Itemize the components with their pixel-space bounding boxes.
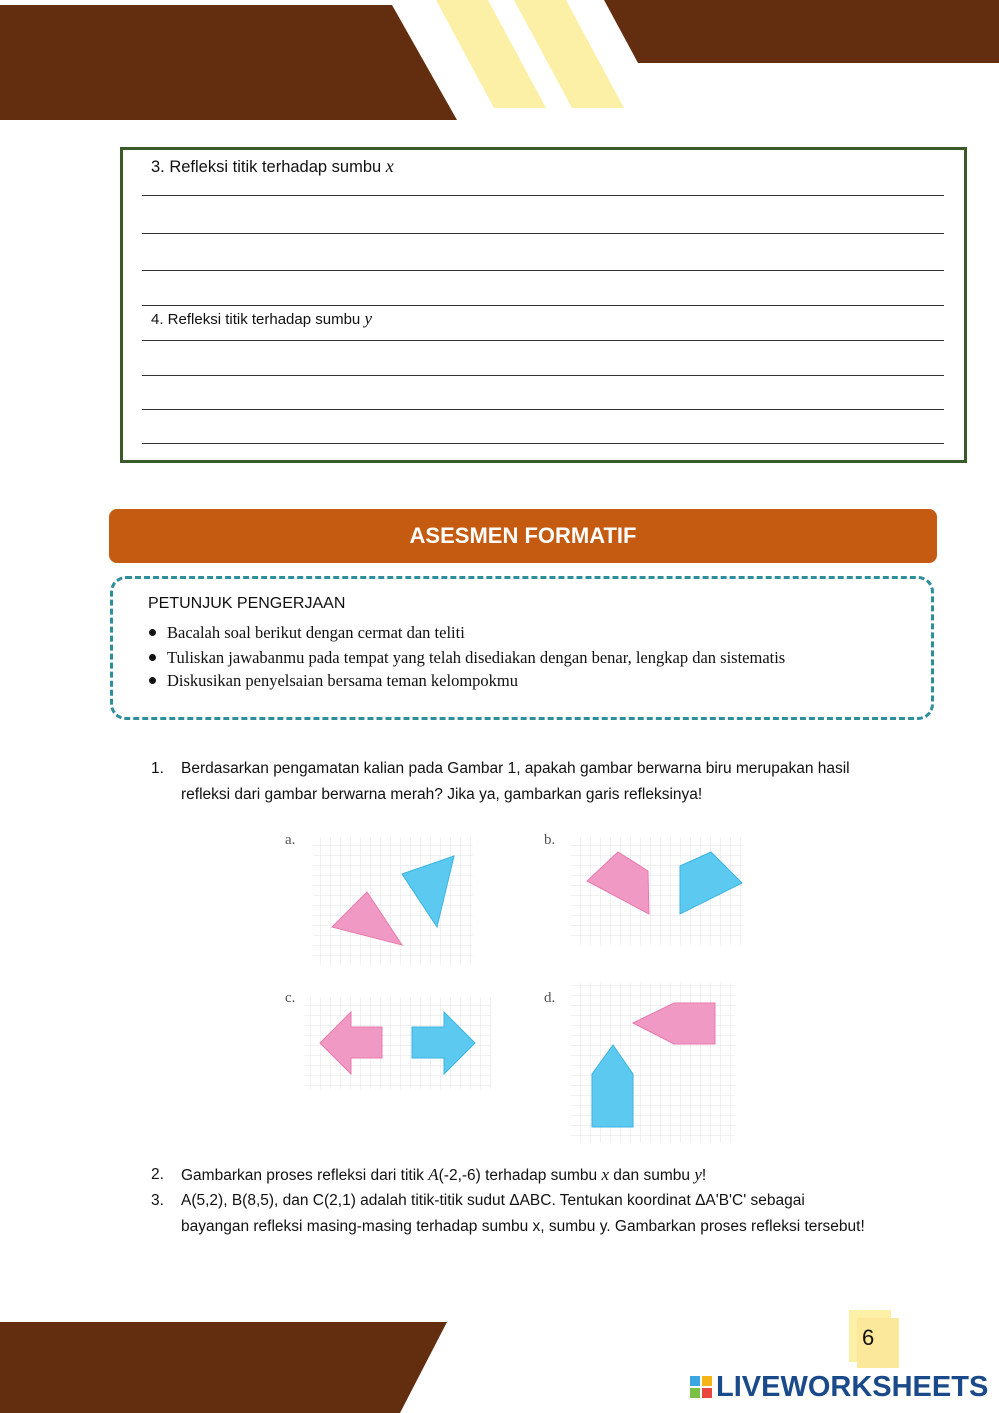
- answer-line[interactable]: [142, 409, 944, 410]
- q2-mid: dan sumbu: [609, 1167, 695, 1184]
- page-number: 6: [862, 1325, 875, 1350]
- question-number: 3.: [151, 1192, 164, 1209]
- instructions-box: [110, 576, 934, 720]
- bullet-dot: [149, 677, 156, 684]
- item-4-text: 4. Refleksi titik terhadap sumbu: [151, 311, 365, 328]
- reflection-figures: [270, 825, 770, 1150]
- bullet-text: Diskusikan penyelsaian bersama teman kelompokmu: [167, 671, 518, 690]
- question-number: 1.: [151, 760, 164, 777]
- answer-line[interactable]: [142, 233, 944, 234]
- instructions-title: PETUNJUK PENGERJAAN: [148, 595, 346, 612]
- q2-coords: (-2,-6) terhadap sumbu: [438, 1167, 602, 1184]
- answer-line[interactable]: [142, 375, 944, 376]
- item-4-var: y: [364, 309, 372, 328]
- header-brown-left: [0, 5, 457, 120]
- bullet-dot: [149, 629, 156, 636]
- answer-line[interactable]: [142, 340, 944, 341]
- question-text: A(5,2), B(8,5), dan C(2,1) adalah titik-titik sudut ΔABC. Tentukan koordinat ΔA'B'C' sebagai bayangan refleksi masing-masing terhadap sumbu x, sumbu y. Gambarkan proses refleksi tersebut!: [181, 1192, 865, 1235]
- figure-label-a: a.: [285, 832, 296, 848]
- liveworksheets-logo-icon: [690, 1376, 714, 1400]
- question-2: [151, 1162, 881, 1188]
- bullet-dot: [149, 654, 156, 661]
- figure-label-d: d.: [544, 990, 556, 1006]
- question-3: [151, 1188, 881, 1268]
- liveworksheets-brand[interactable]: LIVEWORKSHEETS: [716, 1371, 989, 1403]
- question-1: [151, 756, 881, 810]
- instruction-bullet: [149, 623, 465, 643]
- item-3-label: [151, 156, 394, 177]
- q2-x: x: [601, 1165, 609, 1184]
- q2-pre: Gambarkan proses refleksi dari titik: [181, 1167, 429, 1184]
- item-3-var: x: [385, 156, 394, 176]
- figure-label-b: b.: [544, 832, 556, 848]
- footer-decoration: [0, 1322, 460, 1413]
- instruction-bullet: [149, 648, 785, 668]
- answer-line[interactable]: [142, 305, 944, 306]
- item-3-text: 3. Refleksi titik terhadap sumbu: [151, 158, 386, 176]
- section-banner: [109, 509, 937, 563]
- question-text: [181, 1162, 871, 1189]
- banner-title: ASESMEN FORMATIF: [409, 523, 637, 548]
- answer-line[interactable]: [142, 195, 944, 196]
- figure-label-c: c.: [285, 990, 296, 1006]
- q2-y: y: [694, 1165, 702, 1184]
- question-text: Berdasarkan pengamatan kalian pada Gambar 1, apakah gambar berwarna biru merupakan hasil refleksi dari gambar berwarna merah? Jika ya, gambarkan garis refleksinya!: [181, 760, 850, 803]
- grid-a: [313, 837, 473, 965]
- item-4-label: [151, 309, 372, 329]
- question-number: 2.: [151, 1166, 164, 1183]
- q2-point: A: [428, 1165, 439, 1184]
- instruction-bullet: [149, 671, 518, 691]
- answer-line[interactable]: [142, 443, 944, 444]
- footer-brown: [0, 1322, 447, 1413]
- answer-line[interactable]: [142, 270, 944, 271]
- q2-end: !: [701, 1167, 707, 1184]
- header-decoration: [0, 0, 999, 125]
- bullet-text: Tuliskan jawabanmu pada tempat yang telah disediakan dengan benar, lengkap dan sistematis: [167, 648, 786, 667]
- bullet-text: Bacalah soal berikut dengan cermat dan teliti: [167, 623, 465, 642]
- header-brown-right: [604, 0, 999, 63]
